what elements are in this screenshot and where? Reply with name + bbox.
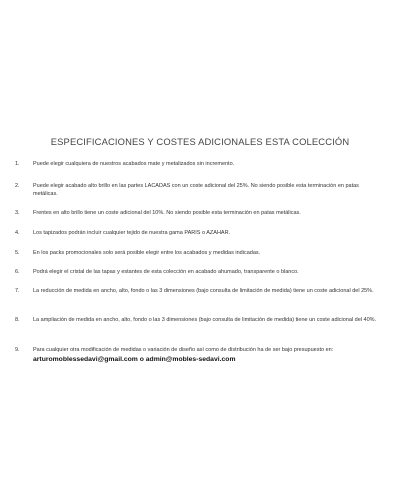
- item-text: La reducción de medida en ancho, alto, fondo o las 3 dimensiones (bajo consulta de limitación de medida) tiene un coste adicional del 25%.: [33, 288, 374, 294]
- item-text: Frentes en alto brillo tiene un coste adicional del 10%. No siendo posible esta terminación en patas metálicas.: [33, 210, 301, 216]
- item-text: En los packs promocionales solo será posible elegir entre los acabados y medidas indicadas.: [33, 250, 261, 256]
- item-number: 9.: [15, 347, 20, 353]
- item-number: 3.: [15, 210, 20, 216]
- item-text: Podrá elegir el cristal de las tapas y estantes de esta colección en acabado ahumado, transparente o blanco.: [33, 269, 299, 275]
- item-number: 1.: [15, 161, 20, 167]
- item-text: Puede elegir acabado alto brillo en las partes LACADAS con un coste adicional del 25%. No siendo posible esta terminación en patas metálicas.: [33, 183, 359, 198]
- item-number: 4.: [15, 230, 20, 236]
- item-number: 8.: [15, 317, 20, 323]
- item-number: 2.: [15, 183, 20, 189]
- item-text: Los tapizados podrán incluir cualquier tejido de nuestra gama PARIS o AZAHAR.: [33, 230, 231, 236]
- item-text: La ampliación de medida en ancho, alto, fondo o las 3 dimensiones (bajo consulta de limitación de medida) tiene un coste adicional del 40%.: [33, 317, 377, 323]
- page-title: ESPECIFICACIONES Y COSTES ADICIONALES ESTA COLECCIÓN: [50, 136, 350, 147]
- item-text: Puede elegir cualquiera de nuestros acabados mate y metalizados sin incremento.: [33, 161, 235, 167]
- item-number: 5.: [15, 250, 20, 256]
- item-text: Para cualquier otra modificación de medidas o variación de diseño así como de distribución ha de ser bajo presupuesto en:: [33, 347, 334, 353]
- item-number: 7.: [15, 288, 20, 294]
- item-number: 6.: [15, 269, 20, 275]
- contact-emails[interactable]: arturomoblessedavi@gmail.com o admin@mobles-sedavi.com: [33, 356, 236, 363]
